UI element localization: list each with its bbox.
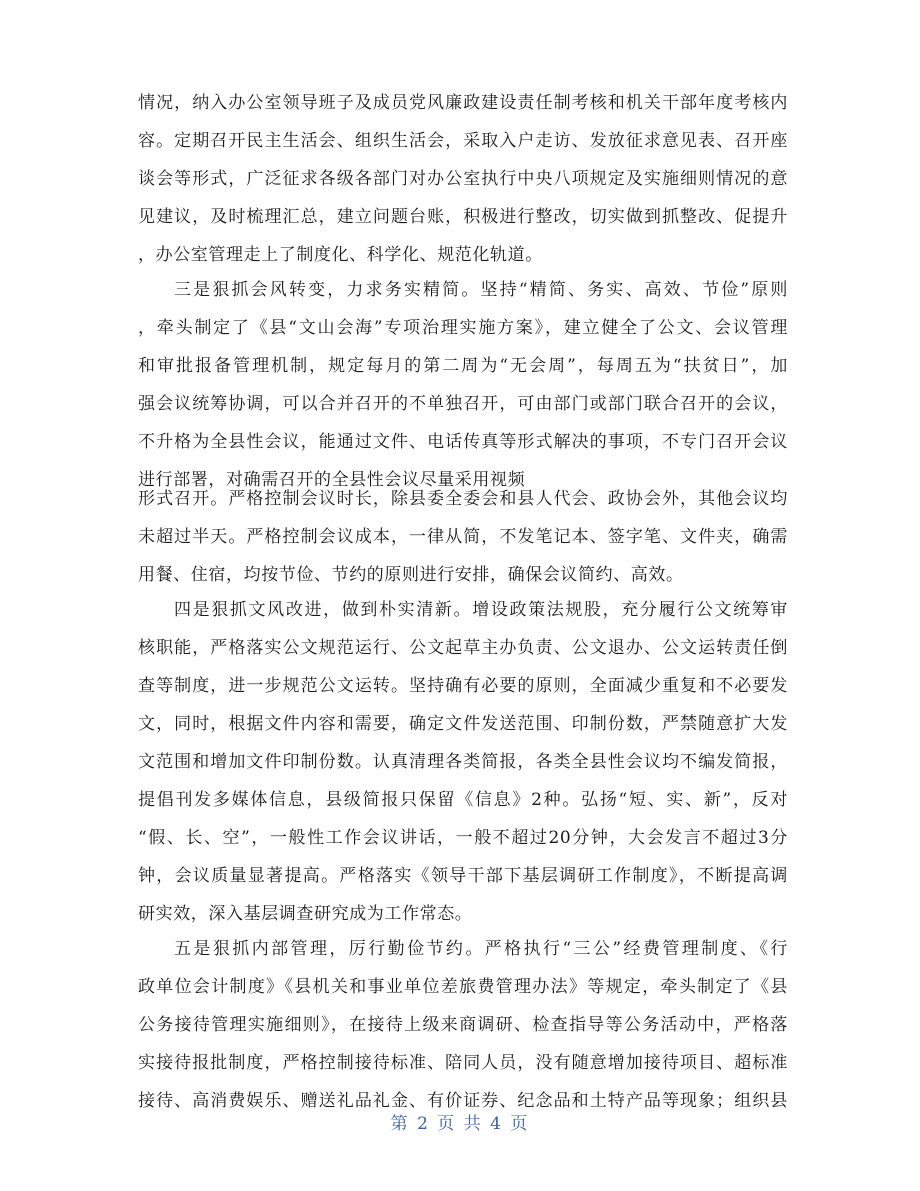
- text-line: 钟，会议质量显著提高。严格落实《领导干部下基层调研工作制度》，不断提高调: [138, 866, 788, 886]
- text-line: 实接待报批制度，严格控制接待标准、陪同人员，没有随意增加接待项目、超标准: [138, 1053, 788, 1073]
- text-line: 进行部署，对确需召开的全县性会议尽量采用视频: [138, 470, 526, 490]
- text-line: 和审批报备管理机制，规定每月的第二周为“无会周”，每周五为“扶贫日”，加: [138, 356, 788, 376]
- paragraph-first-line: 五是狠抓内部管理，厉行勤俭节约。严格执行“三公”经费管理制度、《行: [174, 939, 788, 959]
- text-line: 情况，纳入办公室领导班子及成员党风廉政建设责任制考核和机关干部年度考核内: [138, 93, 788, 113]
- text-line: 政单位会计制度》《县机关和事业单位差旅费管理办法》等规定，牵头制定了《县: [138, 977, 788, 997]
- page-number-footer: 第 2 页 共 4 页: [390, 1114, 530, 1134]
- text-line: 文，同时，根据文件内容和需要，确定文件发送范围、印制份数，严禁随意扩大发: [138, 714, 788, 734]
- text-line: 公务接待管理实施细则》，在接待上级来商调研、检查指导等公务活动中，严格落: [138, 1015, 788, 1035]
- text-line: ，办公室管理走上了制度化、科学化、规范化轨道。: [138, 245, 543, 265]
- text-line: “假、长、空”，一般性工作会议讲话，一般不超过20分钟，大会发言不超过3分: [138, 828, 788, 848]
- text-line: 未超过半天。严格控制会议成本，一律从简，不发笔记本、签字笔、文件夹，确需: [138, 527, 788, 547]
- text-line: 查等制度，进一步规范公文运转。坚持确有必要的原则，全面减少重复和不必要发: [138, 676, 788, 696]
- text-line: 文范围和增加文件印制份数。认真清理各类简报，各类全县性会议均不编发简报，: [138, 752, 788, 772]
- text-line: 用餐、住宿，均按节俭、节约的原则进行安排，确保会议简约、高效。: [138, 565, 684, 585]
- text-line: 不升格为全县性会议，能通过文件、电话传真等形式解决的事项，不专门召开会议: [138, 432, 788, 452]
- text-line: 形式召开。严格控制会议时长，除县委全委会和县人代会、政协会外，其他会议均: [138, 489, 788, 509]
- text-line: 见建议，及时梳理汇总，建立问题台账，积极进行整改，切实做到抓整改、促提升: [138, 207, 788, 227]
- paragraph-first-line: 三是狠抓会风转变，力求务实精简。坚持“精简、务实、高效、节俭”原则: [174, 280, 788, 300]
- text-line: 接待、高消费娱乐、赠送礼品礼金、有价证券、纪念品和土特产品等现象；组织县: [138, 1091, 788, 1111]
- text-line: 谈会等形式，广泛征求各级各部门对办公室执行中央八项规定及实施细则情况的意: [138, 169, 788, 189]
- text-line: 核职能，严格落实公文规范运行、公文起草主办负责、公文退办、公文运转责任倒: [138, 638, 788, 658]
- text-line: 提倡刊发多媒体信息，县级简报只保留《信息》2种。弘扬“短、实、新”，反对: [138, 790, 788, 810]
- text-line: ，牵头制定了《县“文山会海”专项治理实施方案》，建立健全了公文、会议管理: [138, 318, 788, 338]
- text-line: 容。定期召开民主生活会、组织生活会，采取入户走访、发放征求意见表、召开座: [138, 131, 788, 151]
- paragraph-first-line: 四是狠抓文风改进，做到朴实清新。增设政策法规股，充分履行公文统筹审: [174, 600, 788, 620]
- text-line: 研实效，深入基层调查研究成为工作常态。: [138, 904, 473, 924]
- text-line: 强会议统筹协调，可以合并召开的不单独召开，可由部门或部门联合召开的会议，: [138, 394, 788, 414]
